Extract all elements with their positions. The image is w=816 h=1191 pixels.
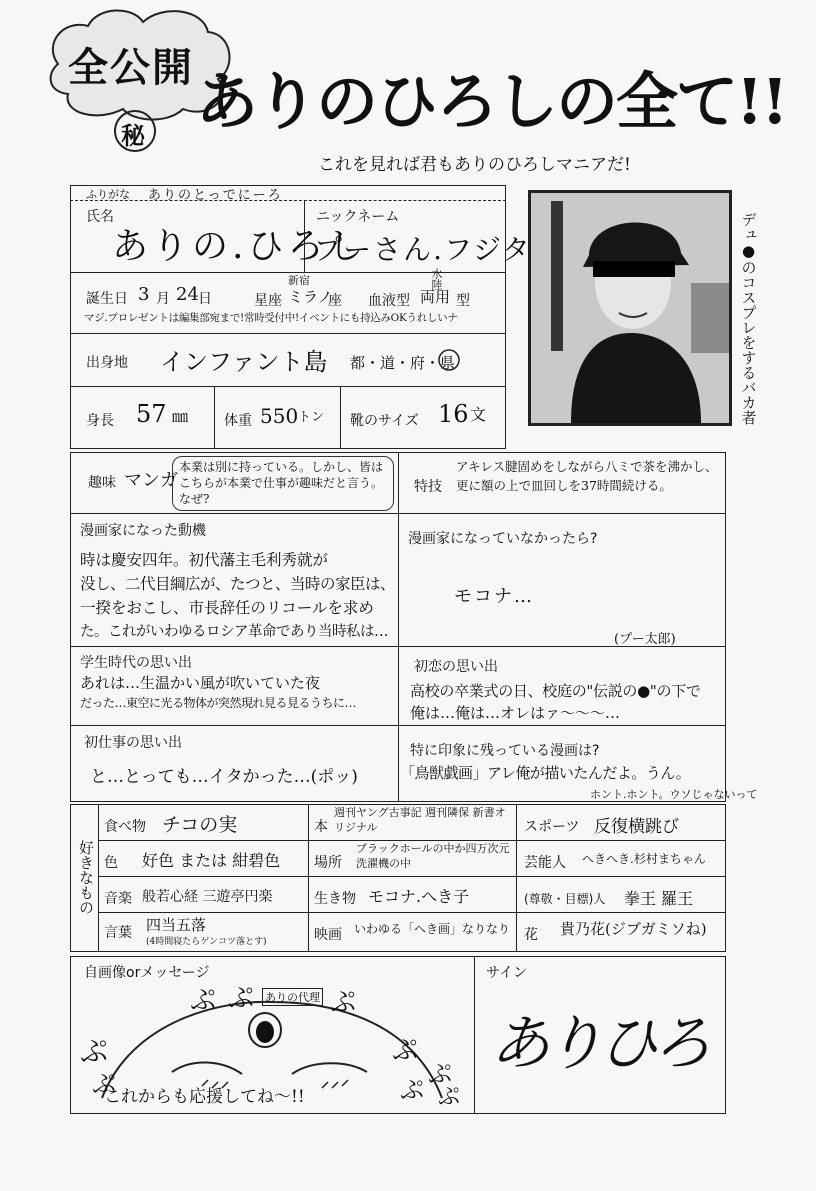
sport-value: 反復横跳び (594, 817, 679, 837)
name-value: ありの.ひろし (112, 226, 368, 267)
creature-label: 生き物 (314, 891, 356, 907)
school-line-1: あれは…生温かい風が吹いていた夜 (80, 674, 321, 692)
birthday-month-unit: 月 (156, 291, 170, 307)
height-unit: ㎜ (172, 407, 189, 426)
motive-line-2: 没し、二代目綱広が、たつと、当時の家臣は、 (80, 575, 396, 593)
sign-label-box: サイン (486, 965, 528, 981)
message-sfx-4: ぷ (80, 1035, 109, 1068)
birthday-label: 誕生日 (86, 291, 128, 307)
word-value: 四当五落 (146, 916, 207, 934)
motive-line-4: た。これがいわゆるロシア革命であり当時私は… (80, 624, 388, 640)
sign-unit: 座 (328, 293, 342, 309)
message-text: これからも応援してね〜!! (104, 1087, 305, 1107)
prefecture-circle-icon (437, 348, 461, 372)
place-value: ブラックホールの中か四万次元洗濯機の中 (356, 842, 510, 870)
impressive-note: ホント.ホント。ウソじゃないって (590, 788, 758, 801)
creature-value: モコナ.へき子 (368, 887, 470, 906)
nickname-value: プーさん.フジタ (314, 233, 532, 266)
header-badge: 全公開 (68, 44, 194, 91)
school-label: 学生時代の思い出 (80, 655, 192, 671)
hobby-label: 趣味 (88, 475, 116, 491)
height-value: 57 (136, 400, 167, 428)
sign-label: 星座 (254, 293, 282, 309)
color-value: 好色 または 紺碧色 (142, 851, 281, 870)
if-not-value: モコナ… (454, 586, 534, 607)
impressive-value: 「鳥獣戯画」アレ俺が描いたんだよ。うん。 (400, 764, 691, 782)
name-label: 氏名 (86, 209, 114, 225)
movie-value: いわゆる「へき画」なりなり (354, 922, 511, 936)
message-sfx-7: ぷ (428, 1060, 452, 1088)
flower-label: 花 (524, 927, 538, 943)
impressive-label: 特に印象に残っている漫画は? (410, 743, 600, 759)
music-label: 音楽 (104, 891, 132, 907)
school-line-2: だった…東空に光る物体が突然現れ見る見るうちに… (80, 696, 357, 710)
food-value: チコの実 (162, 814, 238, 836)
header-badge-sub: 秘 (121, 121, 145, 150)
furigana-label: ふりがな (86, 188, 130, 201)
prefecture-options: 都・道・府・県 (350, 354, 456, 372)
sign-note: 新宿 (288, 274, 310, 287)
motive-label: 漫画家になった動機 (80, 523, 206, 539)
motive-line-3: 一揆をおこし、市長辞任のリコールを求め (80, 599, 374, 617)
nickname-label: ニックネーム (316, 209, 400, 225)
hobby-note: 本業は別に持っている。しかし、皆はこちらが本業で仕事が趣味だと言う。なぜ? (172, 456, 394, 511)
hobby-value: マンガ (124, 470, 178, 491)
message-sfx-1: ぷ (190, 986, 217, 1016)
message-sfx-3: ぷ (330, 988, 357, 1018)
height-label: 身長 (86, 413, 114, 429)
message-sfx-2: ぷ (228, 984, 255, 1014)
sign-value: ミラノ (288, 288, 333, 306)
performer-label: 芸能人 (524, 855, 566, 871)
weight-value: 550 (260, 404, 299, 428)
message-sfx-6: ぷ (392, 1036, 419, 1066)
music-value: 般若心経 三遊亭円楽 (142, 889, 273, 905)
first-love-line-1: 高校の卒業式の日、校庭の"伝説の●"の下で (410, 682, 701, 700)
blood-value: 両用 (420, 288, 451, 306)
first-job-value: と…とっても…イタかった…(ポッ) (90, 767, 358, 787)
birthday-day-unit: 日 (198, 291, 212, 307)
shoe-unit: 文 (470, 405, 487, 424)
page-subtitle: これを見れば君もありのひろしマニアだ! (318, 155, 631, 175)
word-label: 言葉 (104, 925, 132, 941)
page-title: ありのひろしの全て!! (196, 65, 787, 138)
shoe-label: 靴のサイズ (350, 413, 419, 429)
book-value: 週刊ヤング古事記 週刊隣保 新書オリジナル (334, 806, 506, 834)
first-love-label: 初恋の思い出 (414, 659, 498, 675)
blood-unit: 型 (456, 293, 470, 309)
weight-unit: トン (298, 410, 325, 425)
blood-label: 血液型 (368, 293, 410, 309)
first-job-label: 初仕事の思い出 (84, 735, 182, 751)
if-not-signed: (プー太郎) (614, 632, 676, 647)
respect-value: 拳王 羅王 (624, 889, 694, 908)
birthday-day: 24 (176, 284, 199, 305)
sport-label: スポーツ (524, 819, 580, 835)
book-label: 本 (314, 819, 328, 835)
shoe-value: 16 (438, 400, 469, 428)
message-tag: ありの代理 (262, 988, 323, 1006)
movie-label: 映画 (314, 927, 342, 943)
likes-section-label: 好きなもの (77, 840, 95, 915)
photo-caption: デュ●のコスプレをするバカ者 (739, 212, 758, 425)
header (0, 0, 816, 180)
person-photo-icon (531, 193, 729, 423)
photo-frame (528, 190, 732, 426)
food-label: 食べ物 (104, 819, 146, 835)
respect-label: (尊敬・目標)人 (524, 892, 606, 906)
weight-label: 体重 (224, 413, 252, 429)
skill-label: 特技 (414, 479, 442, 495)
birthplace-label: 出身地 (86, 355, 128, 371)
motive-line-1: 時は慶安四年。初代藩主毛利秀就が (80, 551, 329, 569)
first-love-line-2: 俺は…俺は…オレはァ〜〜〜… (410, 704, 621, 722)
birthday-comment: マジ.プロレゼントは編集部宛まで!常時受付中!イベントにも持込みOKうれしいナ (84, 312, 458, 324)
flower-value: 貴乃花(ジブガミソね) (560, 920, 707, 938)
furigana-value: ありのとっでにーろ (148, 188, 283, 203)
place-label: 場所 (314, 855, 342, 871)
word-note: (4時間寝たらゲンコツ落とす) (146, 937, 267, 947)
message-label: 自画像orメッセージ (84, 965, 210, 981)
skill-value: アキレス腱固めをしながら八ミで茶を沸かし、更に額の上で皿回しを37時間続ける。 (456, 459, 718, 493)
birthplace-value: インファント島 (160, 348, 328, 376)
message-sfx-9: ぷ (438, 1085, 461, 1110)
signature: ありひろ (490, 1009, 706, 1079)
blood-note: 水陸 (430, 268, 443, 290)
performer-value: へきへき.杉村まちゃん (582, 852, 706, 866)
birthday-month: 3 (138, 284, 150, 305)
message-sfx-5: ぷ (92, 1070, 116, 1098)
if-not-label: 漫画家になっていなかったら? (408, 531, 598, 547)
color-label: 色 (104, 855, 118, 871)
message-sfx-8: ぷ (400, 1076, 424, 1104)
